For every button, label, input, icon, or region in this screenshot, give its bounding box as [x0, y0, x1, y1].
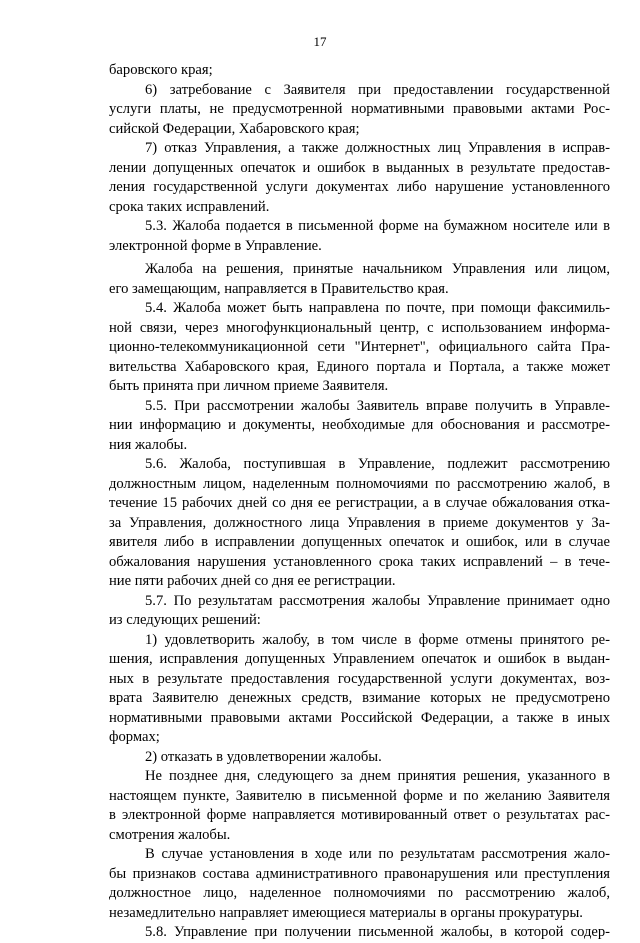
text-line: ной связи, через многофункциональный центр, с использованием информа-	[109, 319, 610, 336]
text-line: ние пяти рабочих дней со дня ее регистрации.	[109, 573, 396, 589]
text-line: срока таких исправлений.	[109, 198, 270, 215]
text-line: электронной форме в Управление.	[109, 237, 322, 254]
text-line: сийской Федерации, Хабаровского края;	[109, 120, 360, 137]
text-line: за Управления, должностного лица Управления в приеме документов у За-	[109, 514, 610, 531]
text-line: в электронной форме направляется мотивированный ответ о результатах рас-	[109, 807, 610, 823]
text-line: настоящем пункте, Заявителю в письменной форме и по желанию Заявителя	[109, 787, 610, 804]
text-line: нормативными правовыми актами Российской Федерации, а также в иных	[109, 709, 610, 726]
text-line: Не позднее дня, следующего за днем принятия решения, указанного в	[145, 768, 610, 784]
text-line: 2) отказать в удовлетворении жалобы.	[145, 748, 382, 765]
text-line: должностное лицо, наделенное полномочиями по рассмотрению жалоб,	[109, 885, 610, 901]
text-line: услуги платы, не предусмотренной нормативными правовыми актами Рос-	[109, 101, 610, 117]
text-line: 5.6. Жалоба, поступившая в Управление, подлежит рассмотрению	[145, 456, 610, 472]
text-line: бы признаков состава административного правонарушения или преступления	[109, 865, 610, 882]
text-line: 5.3. Жалоба подается в письменной форме на бумажном носителе или в	[145, 218, 610, 234]
text-line: 1) удовлетворить жалобу, в том числе в форме отмены принятого ре-	[145, 631, 610, 648]
text-line: Жалоба на решения, принятые начальником Управления или лицом,	[145, 261, 610, 277]
text-line: 7) отказ Управления, а также должностных лиц Управления в исправ-	[145, 140, 610, 156]
text-line: 5.7. По результатам рассмотрения жалобы Управление принимает одно	[145, 592, 610, 609]
text-line: формах;	[109, 729, 160, 745]
text-line: 5.8. Управление при получении письменной жалобы, в которой содер-	[145, 924, 610, 940]
text-line: явителя либо в исправлении допущенных опечаток и ошибок, или в случае	[109, 534, 610, 550]
text-line: ционно-телекоммуникационной сети "Интернет", официального сайта Пра-	[109, 339, 610, 355]
text-line: ления государственной услуги документах либо нарушение установленного	[109, 179, 610, 195]
document-body	[109, 61, 610, 943]
text-line: 5.4. Жалоба может быть направлена по почте, при помощи факсимиль-	[145, 300, 610, 316]
text-line: его замещающим, направляется в Правительство края.	[109, 280, 449, 297]
text-line: должностным лицом, наделенным полномочиями по рассмотрению жалоб, в	[109, 475, 610, 492]
text-line: ных в результате предоставления государственной услуги документах, воз-	[109, 670, 610, 687]
text-line: смотрения жалобы.	[109, 826, 231, 843]
text-line: незамедлительно направляет имеющиеся материалы в органы прокуратуры.	[109, 904, 583, 921]
text-line: нии информацию и документы, необходимые для обоснования и рассмотре-	[109, 417, 610, 433]
text-line: 6) затребование с Заявителя при предоставлении государственной	[145, 81, 610, 98]
text-line: обжалования нарушения установленного срока таких исправлений – в тече-	[109, 553, 610, 570]
text-line: 5.5. При рассмотрении жалобы Заявитель вправе получить в Управле-	[145, 397, 610, 414]
text-line: шения, исправления допущенных Управлением опечаток и ошибок в выдан-	[109, 651, 610, 667]
text-line: вительства Хабаровского края, Единого портала и Портала, а также может	[109, 358, 610, 375]
text-line: ния жалобы.	[109, 436, 188, 453]
text-line: лении допущенных опечаток и ошибок в выданных в результате предостав-	[109, 159, 610, 176]
text-line: баровского края;	[109, 62, 213, 78]
text-line: быть принята при личном приеме Заявителя.	[109, 378, 389, 394]
page-number: 17	[313, 34, 327, 49]
text-line: В случае установления в ходе или по результатам рассмотрения жало-	[145, 846, 610, 862]
text-line: врата Заявителю денежных средств, взимание которых не предусмотрено	[109, 690, 610, 706]
text-line: из следующих решений:	[109, 612, 261, 628]
text-line: течение 15 рабочих дней со дня ее регистрации, а в случае обжалования отка-	[109, 495, 610, 511]
